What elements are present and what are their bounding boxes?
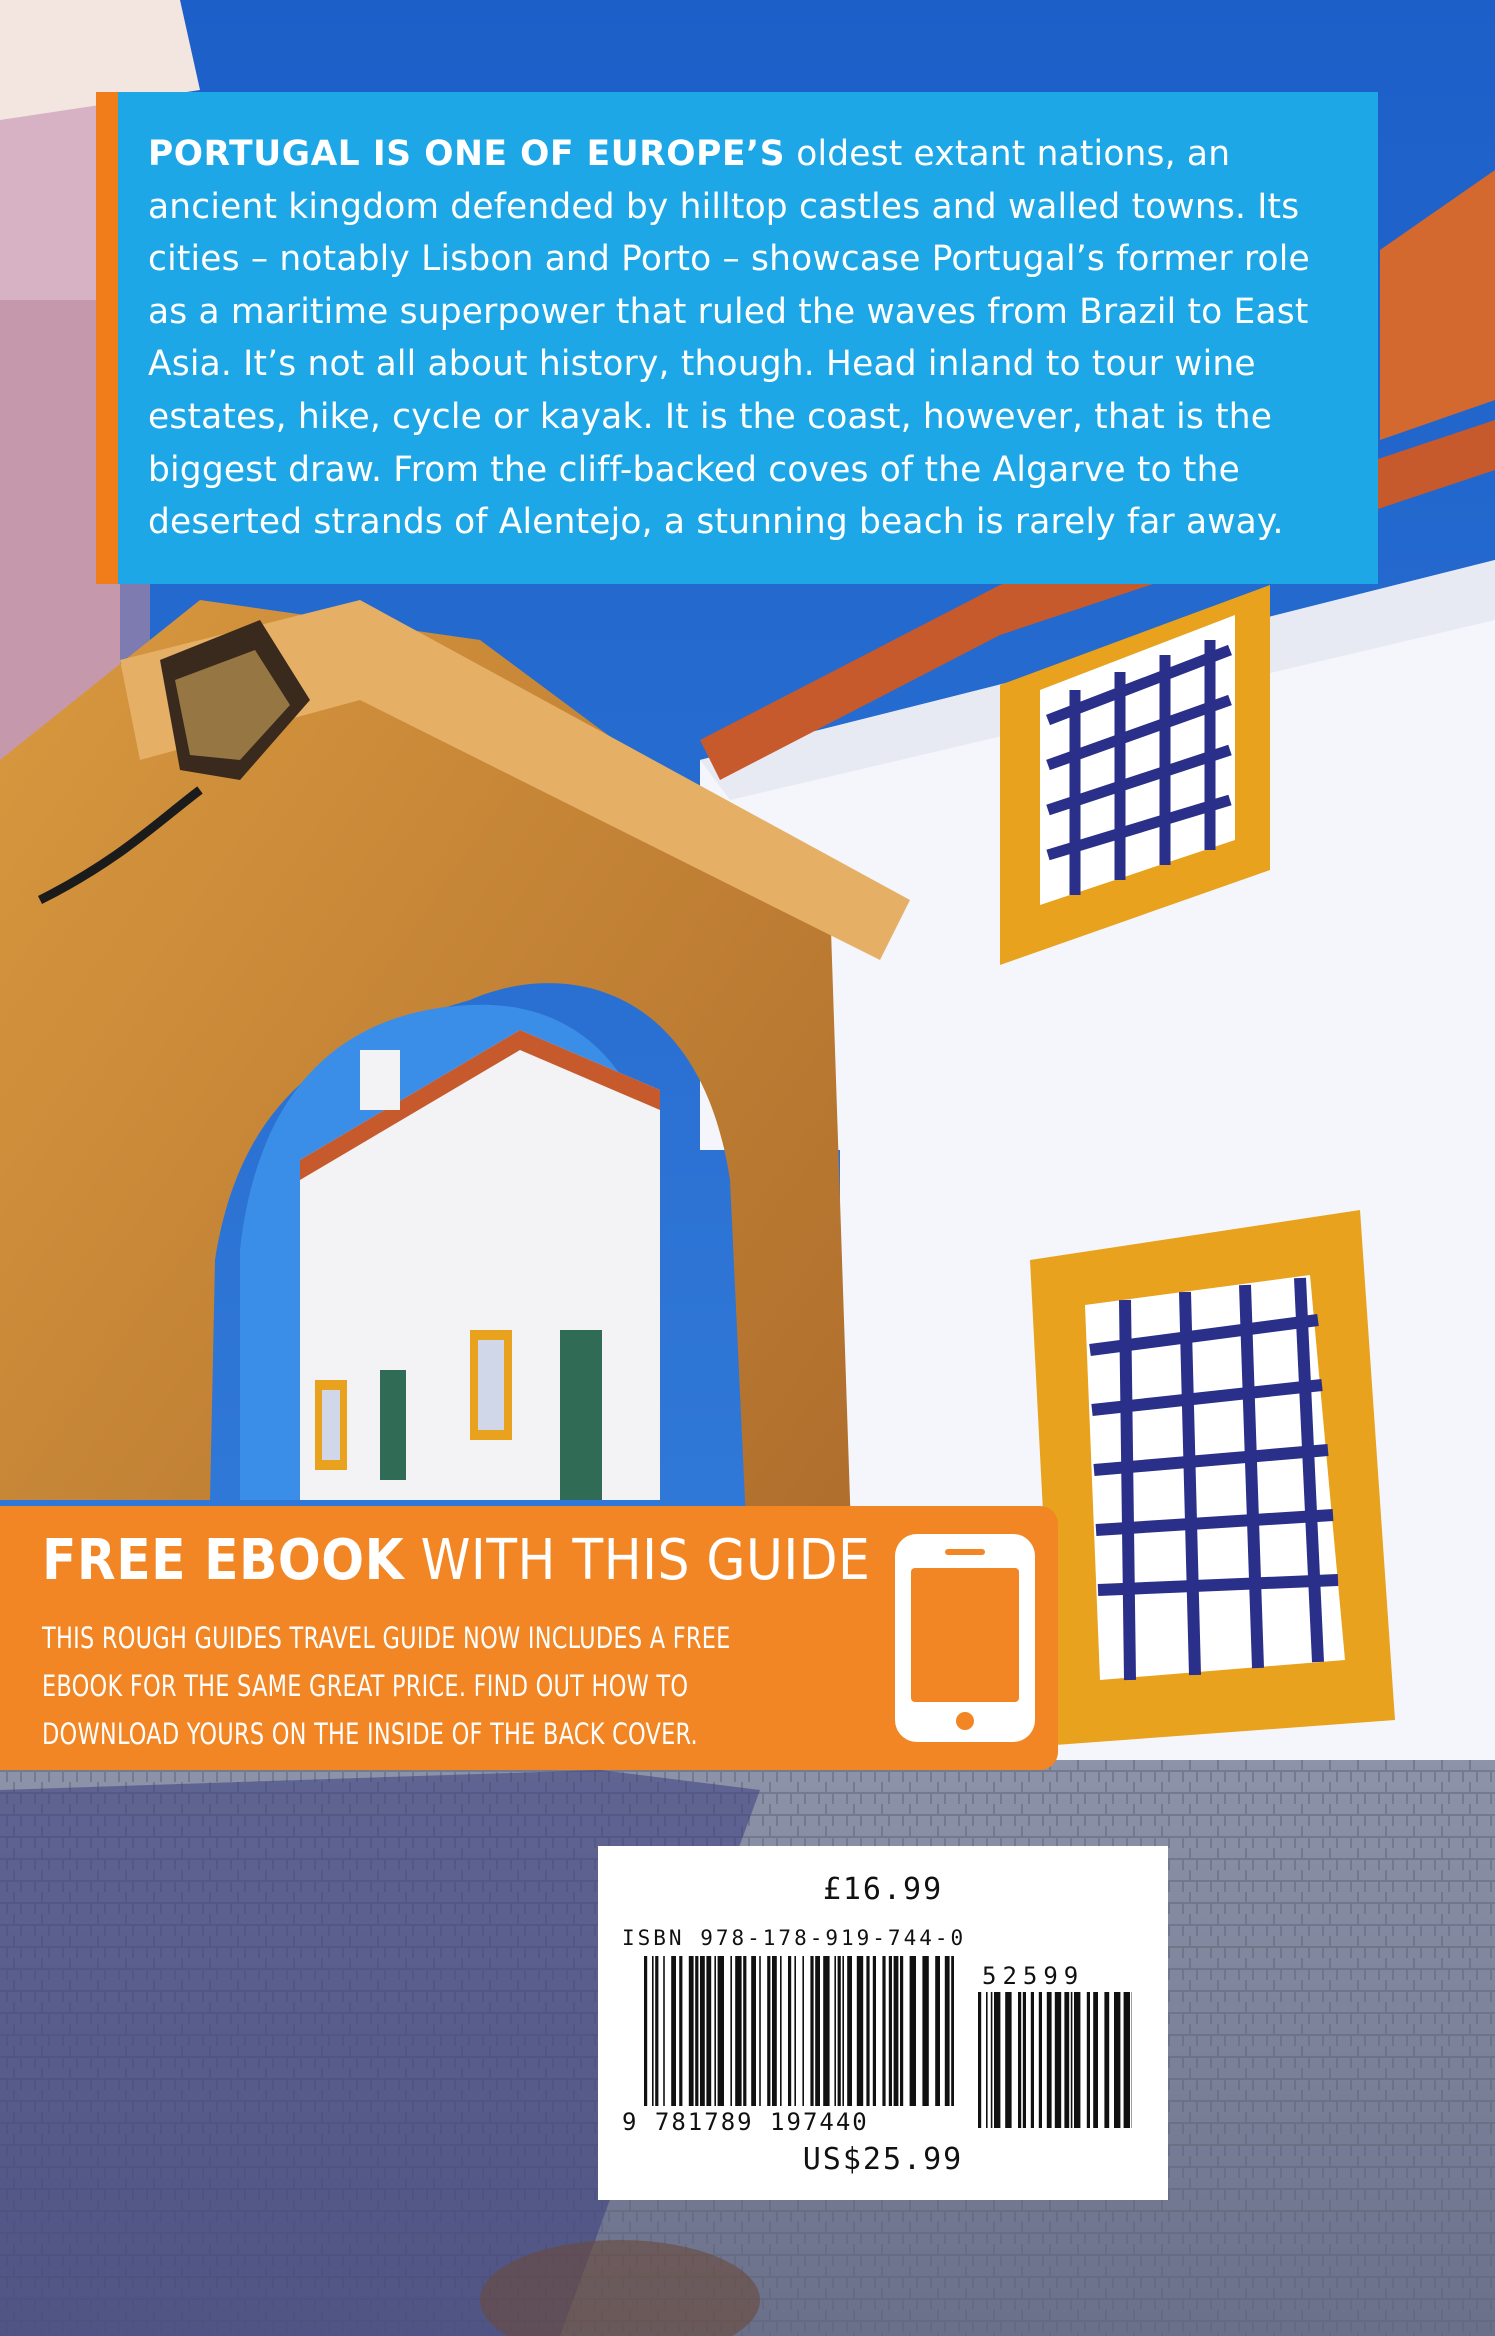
barcode-bar [866,1956,869,2106]
barcode-addon-bars [978,1992,1132,2128]
description-text: oldest extant nations, an ancient kingdom defended by hilltop castles and walled towns. Its cities – notably Lisbon and Porto – showcase Portugal’s former role as a maritime superpower that ruled the waves from Brazil to East Asia. It’s not all about history, though. Head inland to tour wine estates, hike, cycle or kayak. It is the coast, however, that is the biggest draw. From the cliff-backed coves of the Algarve to the deserted strands of Alentejo, a stunning beach is rarely far away. [148,134,1310,543]
barcode-bar [714,1956,716,2106]
barcode-bar [767,1956,770,2106]
smartphone-icon [895,1534,1035,1742]
barcode-bar [730,1956,732,2106]
barcode-bar [823,1956,829,2106]
barcode-bar [759,1956,761,2106]
barcode-bar [772,1956,777,2106]
phone-screen [911,1568,1019,1702]
barcode-bar [922,1956,928,2106]
barcode-bar [1104,1992,1109,2128]
barcode-bar [1039,1992,1042,2128]
barcode-bar [810,1956,813,2106]
barcode-bar [1114,1992,1120,2128]
barcode-bar [652,1956,654,2106]
barcode-bar [815,1956,820,2106]
barcode-bar [882,1956,885,2106]
isbn-number: ISBN 978-178-919-744-0 [622,1926,967,1950]
barcode-bar [910,1956,916,2106]
barcode-bar [945,1956,950,2106]
addon-code: 52599 [982,1962,1085,1990]
ebook-line: EBOOK FOR THE SAME GREAT PRICE. FIND OUT HOW TO [42,1669,689,1703]
ebook-title [42,1528,870,1594]
phone-speaker [945,1549,985,1555]
barcode-digits: 9 781789 197440 [622,2108,869,2136]
barcode-bar [788,1956,791,2106]
barcode-bar [1071,1992,1073,2128]
barcode-bar [1093,1992,1098,2128]
barcode-bar [1005,1992,1011,2128]
barcode-bar [1023,1992,1026,2128]
ebook-line: DOWNLOAD YOURS ON THE INSIDE OF THE BACK COVER. [42,1717,698,1751]
barcode-bar [889,1956,892,2106]
barcode-bar [751,1956,756,2106]
barcode-bar [900,1956,903,2106]
barcode-bar [994,1992,1000,2128]
barcode-bar [1124,1992,1130,2128]
free-ebook-banner [0,1506,1058,1770]
price-usd: US$25.99 [802,2142,964,2177]
barcode-bar [842,1956,844,2106]
barcode-bar [802,1956,804,2106]
barcode-bar [834,1956,836,2106]
barcode-bar [1047,1992,1052,2128]
barcode-bar [857,1956,863,2106]
barcode-bar [1055,1992,1061,2128]
ebook-line: THIS ROUGH GUIDES TRAVEL GUIDE NOW INCLUDES A FREE [42,1621,731,1655]
barcode-bar [689,1956,694,2106]
phone-home-button [956,1712,974,1730]
barcode-bar [695,1956,698,2106]
barcode-bar [780,1956,782,2106]
barcode-bars [644,1956,954,2106]
barcode-bar [986,1992,988,2128]
barcode-label [598,1846,1168,2200]
barcode-bar [873,1956,876,2106]
barcode-bar [655,1956,658,2106]
barcode-bar [718,1956,724,2106]
ebook-title-rest: WITH THIS GUIDE [404,1528,871,1593]
price-gbp: £16.99 [822,1872,944,1907]
barcode-bar [847,1956,852,2106]
ebook-title-bold: FREE EBOOK [42,1528,405,1593]
barcode-bar [1087,1992,1090,2128]
barcode-bar [838,1956,841,2106]
ebook-description [42,1614,764,1758]
barcode-bar [935,1956,940,2106]
barcode-bar [794,1956,796,2106]
barcode-bar [1031,1992,1034,2128]
barcode-bar [679,1956,682,2106]
barcode-bar [1018,1992,1021,2128]
barcode-bar [894,1956,899,2106]
barcode-bar [978,1992,981,2128]
barcode-bar [706,1956,711,2106]
barcode-bar [671,1956,676,2106]
barcode-bar [743,1956,746,2106]
barcode-bar [1064,1992,1069,2128]
barcode-bar [644,1956,647,2106]
barcode-bar [1074,1992,1080,2128]
barcode-bar [991,1992,993,2128]
description-lead: PORTUGAL IS ONE OF EUROPE’S [148,134,786,174]
barcode-bar [951,1956,954,2106]
description-panel [96,92,1378,584]
barcode-bar [663,1956,665,2106]
barcode-bar [735,1956,741,2106]
barcode-bar [700,1956,705,2106]
